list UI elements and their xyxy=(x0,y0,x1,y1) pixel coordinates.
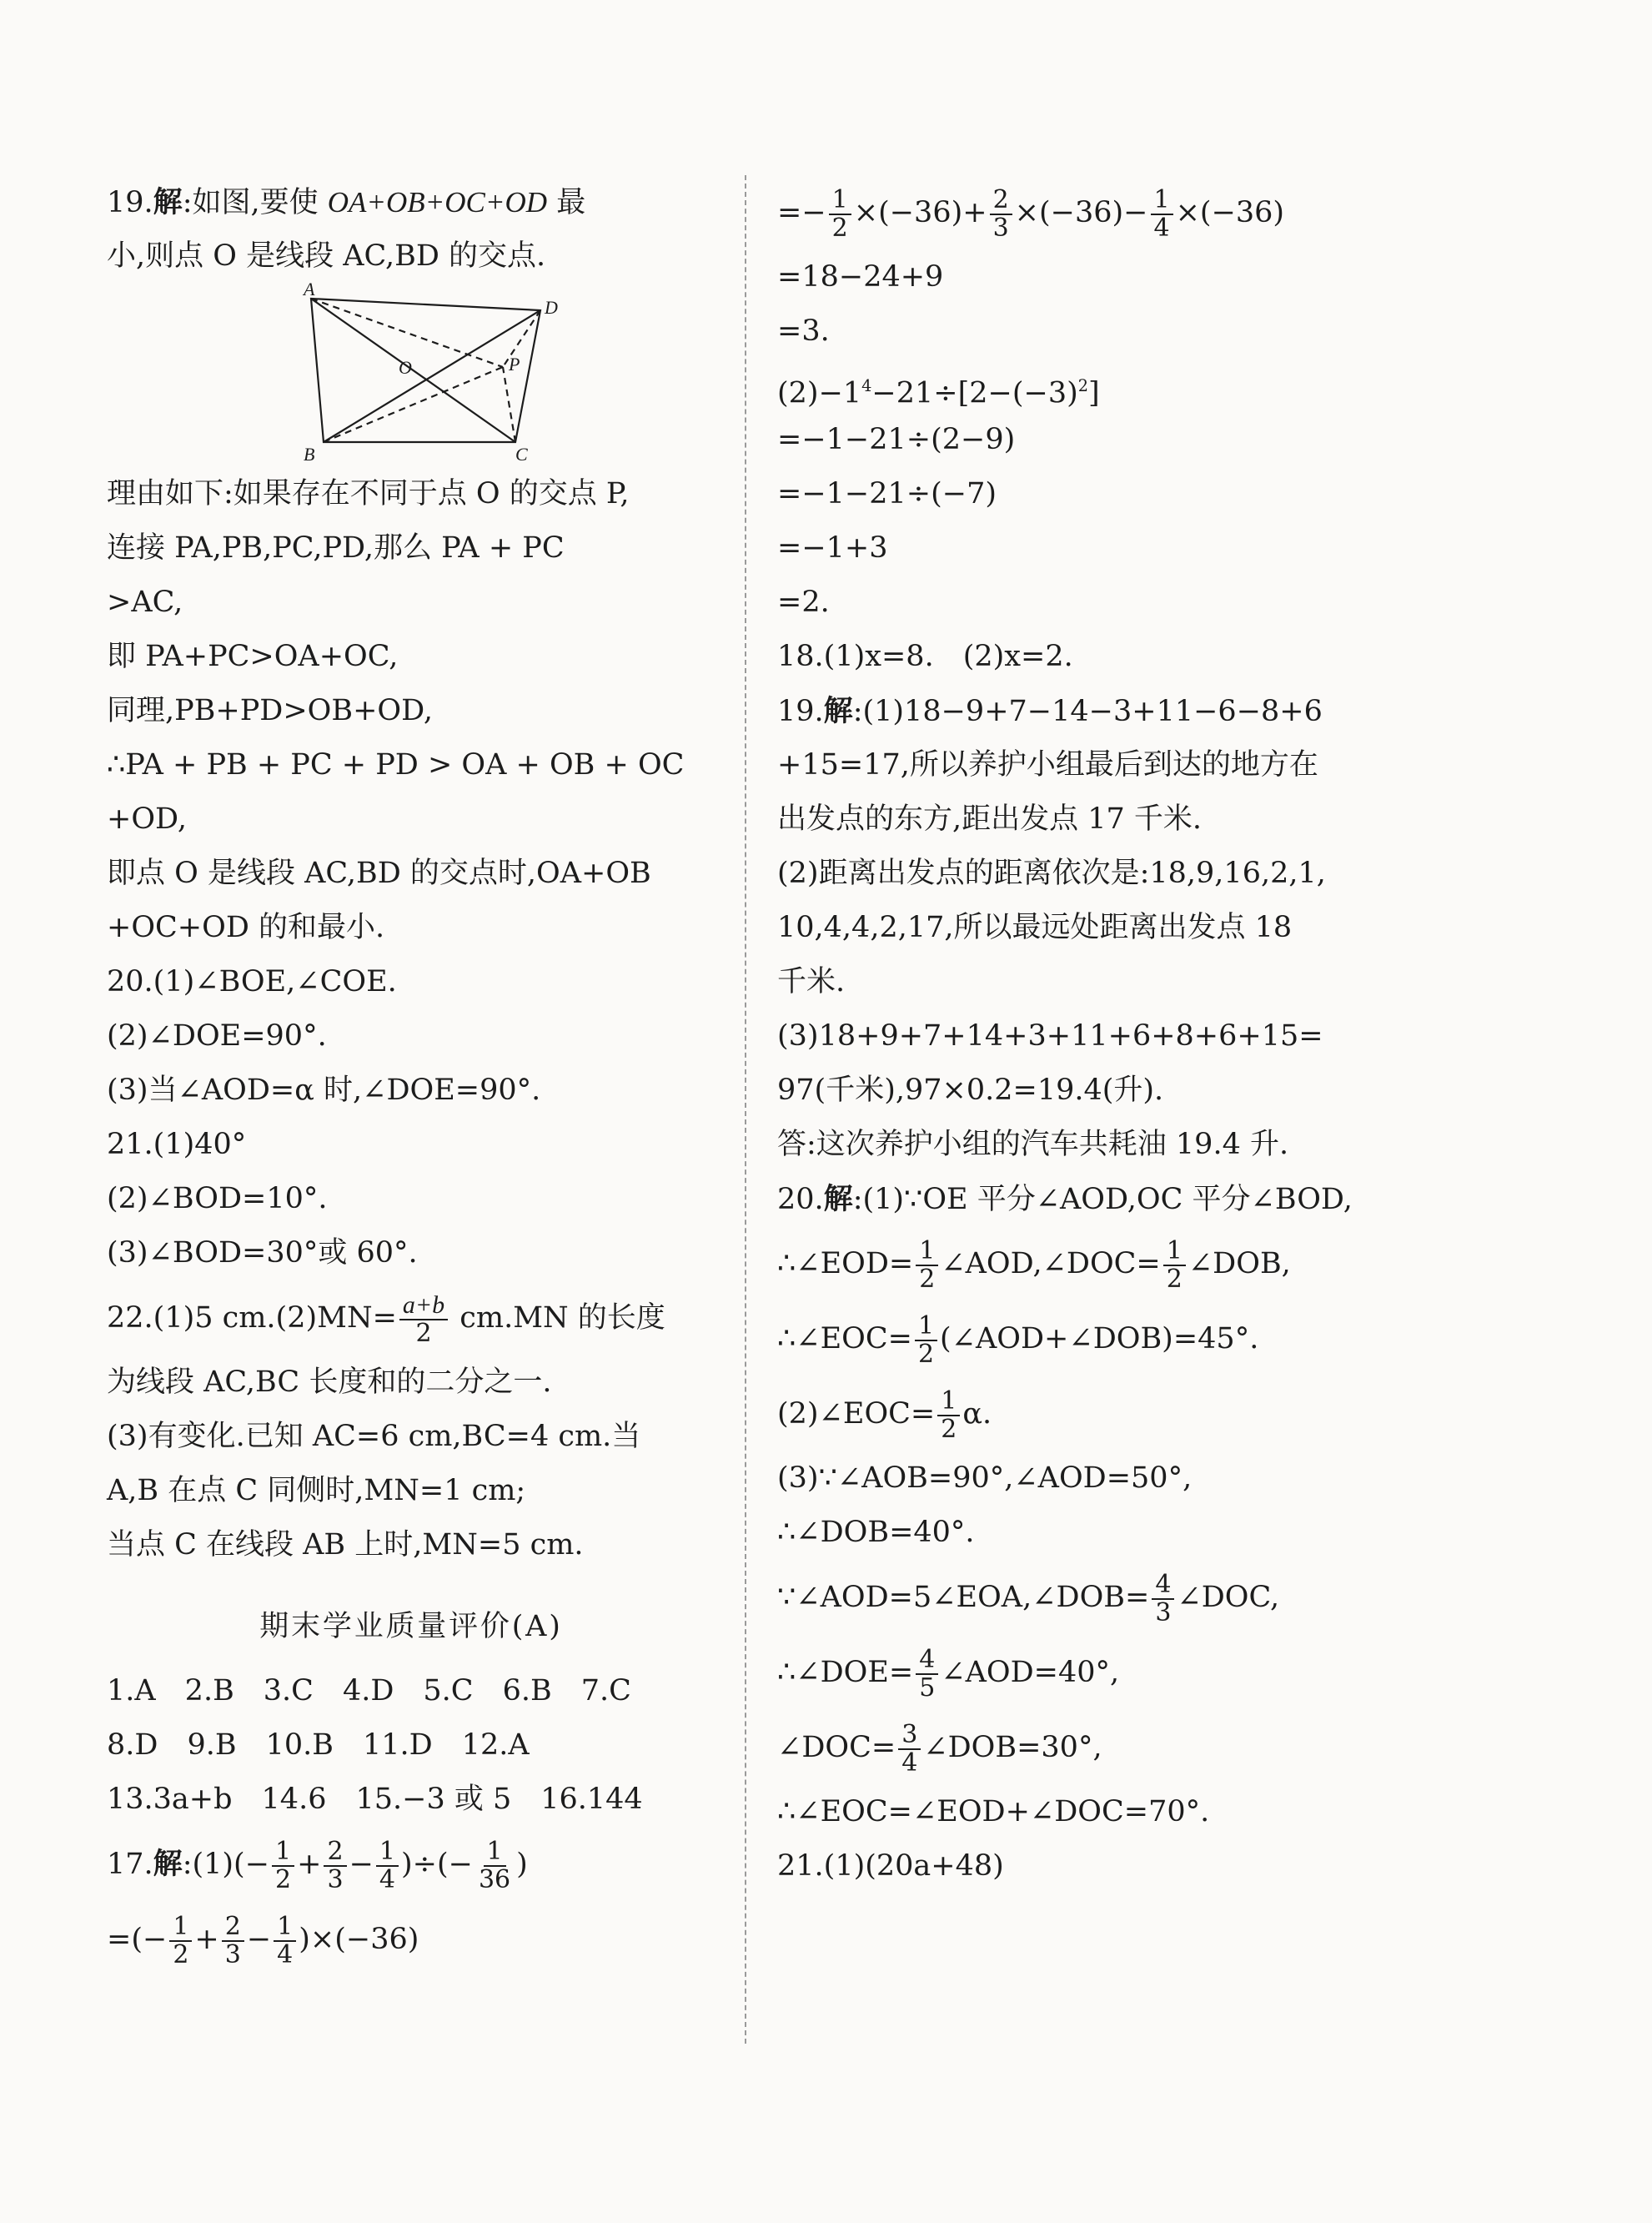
text-line: 20.(1)∠BOE,∠COE. xyxy=(107,965,397,998)
text-line: (2)距离出发点的距离依次是:18,9,16,2,1, xyxy=(777,857,1326,890)
text-line: 97(千米),97×0.2=19.4(升). xyxy=(777,1074,1164,1107)
fraction: $\frac{1}{2}$ xyxy=(829,187,851,241)
answer-line: 1.A 2.B 3.C 4.D 5.C 6.B 7.C xyxy=(107,1674,631,1707)
text-line: =−1−21÷(2−9) xyxy=(777,423,1016,456)
text-line: ∴∠DOB=40°. xyxy=(777,1516,975,1549)
text-line: 即点 O 是线段 AC,BD 的交点时,OA+OB xyxy=(107,857,651,890)
text-line: +OC+OD 的和最小. xyxy=(107,911,385,944)
column-divider xyxy=(745,175,746,2044)
fraction: $\frac{4}{5}$ xyxy=(916,1647,938,1701)
problem-19-right-line-1: 19.解:(1)18−9+7−14−3+11−6−8+6 xyxy=(777,694,1323,728)
text-line: =18−24+9 xyxy=(777,260,944,294)
fraction: $\frac{1}{2}$ xyxy=(1163,1238,1186,1292)
problem-20-right-line-1: 20.解:(1)∵OE 平分∠AOD,OC 平分∠BOD, xyxy=(777,1182,1353,1216)
text-line: A,B 在点 C 同侧时,MN=1 cm; xyxy=(107,1474,526,1507)
equation-line: (2)∠EOC= $\frac{1}{2}$ α. xyxy=(777,1386,992,1444)
text-line: 为线段 AC,BC 长度和的二分之一. xyxy=(107,1365,552,1399)
fraction: $\frac{4}{3}$ xyxy=(1152,1572,1174,1626)
text-line: (3)当∠AOD=α 时,∠DOE=90°. xyxy=(107,1074,541,1107)
right-column xyxy=(777,175,1394,1894)
problem-17-line-1: 17.解:(1)(− $\frac{1}{2}$ + $\frac{2}{3}$ − $\frac{1}{4}$ )÷(− $\frac{1}{36}$ ) xyxy=(107,1837,528,1894)
quadrilateral-figure xyxy=(107,279,716,467)
text-line: (3)∠BOD=30°或 60°. xyxy=(107,1236,418,1270)
quadrilateral-outline xyxy=(311,299,540,442)
equation-line: ∴∠EOD= $\frac{1}{2}$ ∠AOD,∠DOC= $\frac{1}{2}$ ∠DOB, xyxy=(777,1236,1291,1294)
text-line: 21.(1)(20a+48) xyxy=(777,1849,1004,1883)
answer-line: 8.D 9.B 10.B 11.D 12.A xyxy=(107,1728,530,1762)
fraction: $\frac{3}{4}$ xyxy=(898,1722,921,1776)
text-line: (3)∵∠AOB=90°,∠AOD=50°, xyxy=(777,1461,1193,1495)
text-line: 18.(1)x=8. (2)x=2. xyxy=(777,640,1073,673)
equation-line: ∵∠AOD=5∠EOA,∠DOB= $\frac{4}{3}$ ∠DOC, xyxy=(777,1570,1280,1627)
text-line: 即 PA+PC>OA+OC, xyxy=(107,640,399,673)
label-a: A xyxy=(304,279,315,299)
calc-line-1: =− $\frac{1}{2}$ ×(−36)+ $\frac{2}{3}$ ×(−36)− $\frac{1}{4}$ ×(−36) xyxy=(777,185,1285,243)
label-p: P xyxy=(509,354,520,375)
equation-line: ∴∠DOE= $\frac{4}{5}$ ∠AOD=40°, xyxy=(777,1645,1120,1702)
fraction: $\frac{1}{36}$ xyxy=(478,1837,511,1894)
calc-line-2: $(2)-1^4-21\div[2-(-3)^2]$ xyxy=(777,376,1100,410)
text-line: +OD, xyxy=(107,802,187,836)
text-line: >AC, xyxy=(107,586,183,619)
answer-line: 13.3a+b 14.6 15.−3 或 5 16.144 xyxy=(107,1783,643,1816)
problem-19-line-1: 19.解:如图,要使 OA+OB+OC+OD 最 xyxy=(107,185,586,219)
fraction: $\frac{1}{2}$ xyxy=(915,1313,937,1367)
text-line: 连接 PA,PB,PC,PD,那么 PA + PC xyxy=(107,531,565,565)
label-d: D xyxy=(545,297,558,318)
equation-line: ∴∠EOC= $\frac{1}{2}$ (∠AOD+∠DOB)=45°. xyxy=(777,1311,1259,1369)
fraction: $\frac{1}{2}$ xyxy=(169,1914,192,1968)
text-line: 21.(1)40° xyxy=(107,1128,247,1161)
problem-19-line-2: 小,则点 O 是线段 AC,BD 的交点. xyxy=(107,239,546,273)
text-line: 答:这次养护小组的汽车共耗油 19.4 升. xyxy=(777,1128,1289,1161)
diagonal-ac xyxy=(311,299,515,442)
fraction: $\frac{1}{4}$ xyxy=(1151,187,1173,241)
problem-17-line-2: =(− $\frac{1}{2}$ + $\frac{2}{3}$ − $\frac{1}{4}$ )×(−36) xyxy=(107,1912,419,1969)
text-line: (2)∠BOD=10°. xyxy=(107,1182,328,1215)
text-line: =3. xyxy=(777,314,830,348)
text-line: =−1+3 xyxy=(777,531,888,565)
text-line: 10,4,4,2,17,所以最远处距离出发点 18 xyxy=(777,911,1293,944)
fraction: $\frac{1}{2}$ xyxy=(916,1238,938,1292)
label-b: B xyxy=(304,444,315,465)
text-line: (2)∠DOE=90°. xyxy=(107,1019,327,1053)
text-line: ∴PA + PB + PC + PD > OA + OB + OC xyxy=(107,748,685,782)
fraction: $\frac{1}{2}$ xyxy=(272,1838,294,1893)
text-line: =−1−21÷(−7) xyxy=(777,477,997,510)
fraction: $\frac{2}{3}$ xyxy=(990,187,1012,241)
equation-line: ∠DOC= $\frac{3}{4}$ ∠DOB=30°, xyxy=(777,1720,1102,1778)
segment-pb xyxy=(324,367,503,442)
fraction: $\frac{1}{4}$ xyxy=(274,1914,296,1968)
fraction: $\frac{a+b}{2}$ xyxy=(399,1292,448,1346)
text-line: 千米. xyxy=(777,965,846,998)
left-column xyxy=(107,175,716,1977)
text-line: =2. xyxy=(777,586,830,619)
problem-22-line-1: 22.(1)5 cm.(2)MN= $\frac{a+b}{2}$ cm.MN 的长度 xyxy=(107,1291,665,1348)
fraction: $\frac{1}{2}$ xyxy=(937,1388,960,1442)
text-line: 理由如下:如果存在不同于点 O 的交点 P, xyxy=(107,477,630,510)
text-line: +15=17,所以养护小组最后到达的地方在 xyxy=(777,748,1318,782)
label-o: O xyxy=(399,357,412,378)
segment-pc xyxy=(503,367,515,442)
fraction: $\frac{2}{3}$ xyxy=(222,1914,244,1968)
fraction: $\frac{2}{3}$ xyxy=(324,1838,346,1893)
text-line: (3)18+9+7+14+3+11+6+8+6+15= xyxy=(777,1019,1323,1053)
text-line: ∴∠EOC=∠EOD+∠DOC=70°. xyxy=(777,1795,1210,1828)
text-line: 当点 C 在线段 AB 上时,MN=5 cm. xyxy=(107,1528,584,1562)
text-line: 出发点的东方,距出发点 17 千米. xyxy=(777,802,1203,836)
section-title: 期末学业质量评价(A) xyxy=(259,1610,563,1643)
fraction: $\frac{1}{4}$ xyxy=(376,1838,399,1893)
geometry-diagram xyxy=(274,279,558,467)
text-line: 同理,PB+PD>OB+OD, xyxy=(107,694,434,727)
text-line: (3)有变化.已知 AC=6 cm,BC=4 cm.当 xyxy=(107,1420,641,1453)
label-c: C xyxy=(515,444,528,465)
